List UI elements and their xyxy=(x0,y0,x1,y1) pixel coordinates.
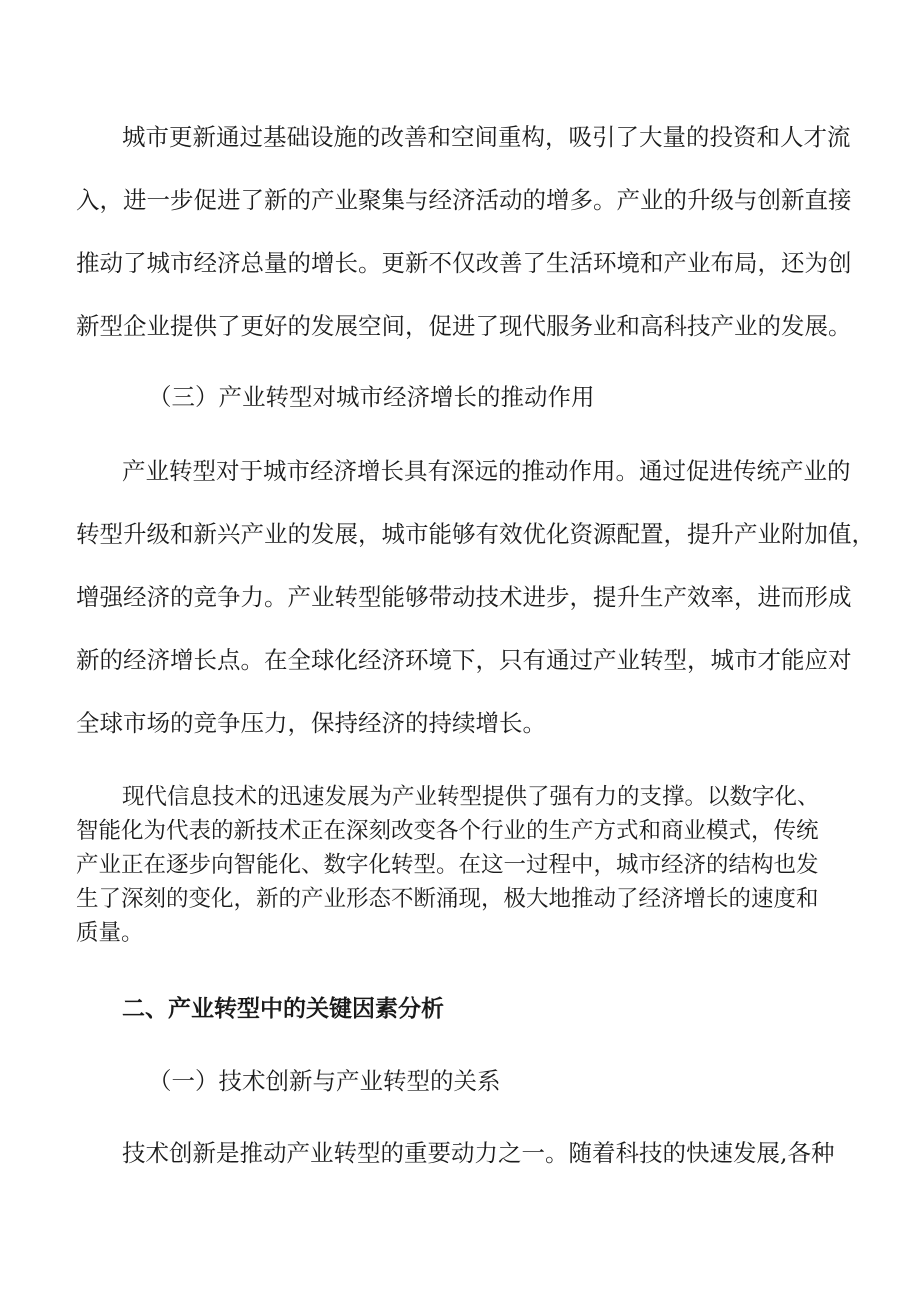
paragraph-line: 增强经济的竞争力。产业转型能够带动技术进步，提升生产效率，进而形成 xyxy=(76,583,852,611)
paragraph-line: 产业转型对于城市经济增长具有深远的推动作用。通过促进传统产业的 xyxy=(122,457,851,485)
paragraph-line: 新型企业提供了更好的发展空间，促进了现代服务业和高科技产业的发展。 xyxy=(76,312,852,340)
paragraph-line: 新的经济增长点。在全球化经济环境下，只有通过产业转型，城市才能应对 xyxy=(76,646,852,674)
paragraph-line: 入，进一步促进了新的产业聚集与经济活动的增多。产业的升级与创新直接 xyxy=(76,186,852,214)
paragraph-line: 全球市场的竞争压力，保持经济的持续增长。 xyxy=(76,709,546,737)
paragraph-line: 智能化为代表的新技术正在深刻改变各个行业的生产方式和商业模式，传统 xyxy=(76,818,819,844)
subheading: （三）产业转型对城市经济增长的推动作用 xyxy=(148,383,595,411)
paragraph-line: 生了深刻的变化，新的产业形态不断涌现，极大地推动了经济增长的速度和 xyxy=(76,886,819,912)
paragraph-line: 产业正在逐步向智能化、数字化转型。在这一过程中，城市经济的结构也发 xyxy=(76,852,819,878)
section-heading: 二、产业转型中的关键因素分析 xyxy=(122,996,444,1022)
subheading: （一）技术创新与产业转型的关系 xyxy=(148,1067,501,1095)
paragraph-line: 转型升级和新兴产业的发展，城市能够有效优化资源配置，提升产业附加值， xyxy=(76,520,875,548)
paragraph-line: 城市更新通过基础设施的改善和空间重构，吸引了大量的投资和人才流 xyxy=(122,123,851,151)
paragraph-line: 推动了城市经济总量的增长。更新不仅改善了生活环境和产业布局，还为创 xyxy=(76,249,852,277)
paragraph-line: 现代信息技术的迅速发展为产业转型提供了强有力的支撑。以数字化、 xyxy=(122,784,820,810)
paragraph-line: 质量。 xyxy=(76,920,144,946)
paragraph-line: 技术创新是推动产业转型的重要动力之一。随着科技的快速发展,各种 xyxy=(122,1139,835,1167)
